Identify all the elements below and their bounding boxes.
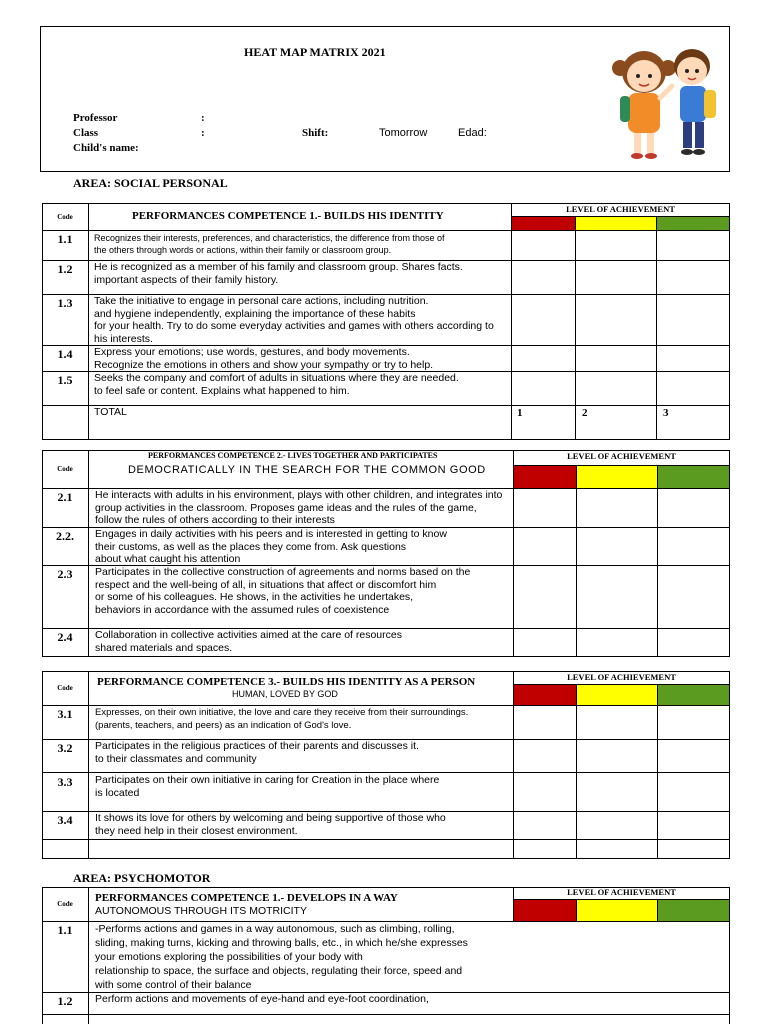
competence-title: PERFORMANCES COMPETENCE 1.- BUILDS HIS IDENTITY	[132, 210, 444, 222]
shift-label: Shift:	[302, 127, 329, 139]
level-red-4	[514, 900, 576, 921]
level-red-2	[514, 466, 576, 488]
row-text: Expresses, on their own initiative, the love and care they receive from their surroundings. (parents, teachers, and peers) as an indication of God's love.	[95, 707, 469, 731]
level-yellow-2	[577, 466, 657, 488]
row-code: 1.4	[57, 347, 73, 361]
level-green-3	[658, 685, 729, 705]
level-label: LEVEL OF ACHIEVEMENT	[566, 204, 675, 214]
child-name-label: Child's name:	[73, 142, 139, 154]
row-text: Take the initiative to engage in personal care actions, including nutrition. and hygiene independently, explaining the importance of these habits for your health. Try to do some everyday activities and games with others according to his interests.	[94, 295, 494, 345]
code-header: Code	[57, 465, 73, 473]
level-red-3	[514, 685, 576, 705]
row-code: 3.4	[57, 813, 73, 827]
competence-subtitle: DEMOCRATICALLY IN THE SEARCH FOR THE COMMON GOOD	[128, 464, 486, 476]
row-text: Recognizes their interests, preferences, and characteristics, the difference from those of the others through words or actions, within their family or classroom group.	[94, 233, 445, 255]
professor-colon: :	[201, 112, 205, 124]
row-code: 3.3	[57, 775, 73, 789]
row-code: 2.3	[57, 567, 73, 581]
row-text: Express your emotions; use words, gestures, and body movements. Recognize the emotions in others and show your sympathy or try to help.	[94, 346, 434, 371]
competence-title: PERFORMANCE COMPETENCE 3.- BUILDS HIS IDENTITY AS A PERSON	[97, 676, 476, 688]
row-text: Participates on their own initiative in caring for Creation in the place where is located	[95, 774, 440, 799]
level-red-1	[512, 217, 575, 230]
row-code: 1.1	[57, 923, 73, 937]
code-header: Code	[57, 213, 73, 221]
area-psychomotor: AREA: PSYCHOMOTOR	[73, 871, 211, 885]
area-social-personal: AREA: SOCIAL PERSONAL	[73, 176, 228, 190]
row-code: 3.2	[57, 741, 73, 755]
competence-subtitle: HUMAN, LOVED BY GOD	[232, 689, 338, 699]
professor-label: Professor	[73, 112, 118, 124]
competence-subtitle: AUTONOMOUS THROUGH ITS MOTRICITY	[95, 905, 307, 917]
level-label: LEVEL OF ACHIEVEMENT	[567, 887, 676, 897]
total-1: 1	[517, 407, 523, 419]
level-green-2	[658, 466, 729, 488]
row-code: 2.2.	[56, 529, 74, 543]
level-yellow-4	[577, 900, 657, 921]
row-code: 2.4	[57, 630, 73, 644]
level-label: LEVEL OF ACHIEVEMENT	[567, 451, 676, 461]
code-header: Code	[57, 684, 73, 692]
level-yellow-1	[576, 217, 656, 230]
row-code: 2.1	[57, 490, 73, 504]
level-yellow-3	[577, 685, 657, 705]
row-code: 1.3	[57, 296, 73, 310]
boy-figure	[674, 49, 716, 155]
row-text: Participates in the collective construction of agreements and norms based on the respect and the well-being of all, in situations that affect or discomfort him or some of his colleagues. He shows, in the activities he undertakes, behaviors in accordance with the assumed rules of coexistence	[95, 566, 471, 616]
row-text: He interacts with adults in his environment, plays with other children, and integrates into group activities in the classroom. Proposes game ideas and the rules of the game, follow the rules of others according to their interests	[95, 489, 503, 526]
row-text: It shows its love for others by welcoming and being supportive of those who they need help in their closest environment.	[95, 812, 446, 837]
competence-title: PERFORMANCES COMPETENCE 2.- LIVES TOGETHER AND PARTICIPATES	[148, 451, 438, 460]
shift-value: Tomorrow	[379, 127, 428, 139]
row-code: 1.1	[57, 232, 73, 246]
girl-figure	[612, 51, 676, 159]
row-code: 1.2	[57, 994, 73, 1008]
row-text: -Performs actions and games in a way autonomous, such as climbing, rolling, sliding, making turns, kicking and throwing balls, etc., in which he/she expresses your emotions exploring the possibilities of your body with relationship to space, the surface and objects, regulating their force, speed and with some control of their balance	[95, 923, 468, 991]
page-title: HEAT MAP MATRIX 2021	[244, 45, 386, 59]
total-label: TOTAL	[94, 406, 127, 418]
kids-illustration	[606, 38, 722, 168]
row-code: 1.5	[57, 373, 73, 387]
row-text: Collaboration in collective activities aimed at the care of resources shared materials and spaces.	[95, 629, 402, 654]
edad-label: Edad:	[458, 127, 487, 139]
row-code: 1.2	[57, 262, 73, 276]
row-text: Seeks the company and comfort of adults in situations where they are needed. to feel safe or content. Explains what happened to him.	[94, 372, 459, 397]
class-colon: :	[201, 127, 205, 139]
competence-title: PERFORMANCES COMPETENCE 1.- DEVELOPS IN A WAY	[95, 892, 398, 904]
code-header: Code	[57, 900, 73, 908]
level-green-4	[658, 900, 729, 921]
total-2: 2	[582, 407, 588, 419]
row-code: 3.1	[57, 707, 73, 721]
row-text: Engages in daily activities with his peers and is interested in getting to know their customs, as well as the places they come from. Ask questions about what caught his attention	[95, 528, 447, 565]
row-text: Perform actions and movements of eye-hand and eye-foot coordination,	[95, 993, 429, 1005]
class-label: Class	[73, 127, 99, 139]
level-label: LEVEL OF ACHIEVEMENT	[567, 672, 676, 682]
row-text: He is recognized as a member of his family and classroom group. Shares facts. important aspects of their family history.	[94, 261, 463, 286]
total-3: 3	[663, 407, 669, 419]
level-green-1	[657, 217, 729, 230]
row-text: Participates in the religious practices of their parents and discusses it. to their classmates and community	[95, 740, 419, 765]
